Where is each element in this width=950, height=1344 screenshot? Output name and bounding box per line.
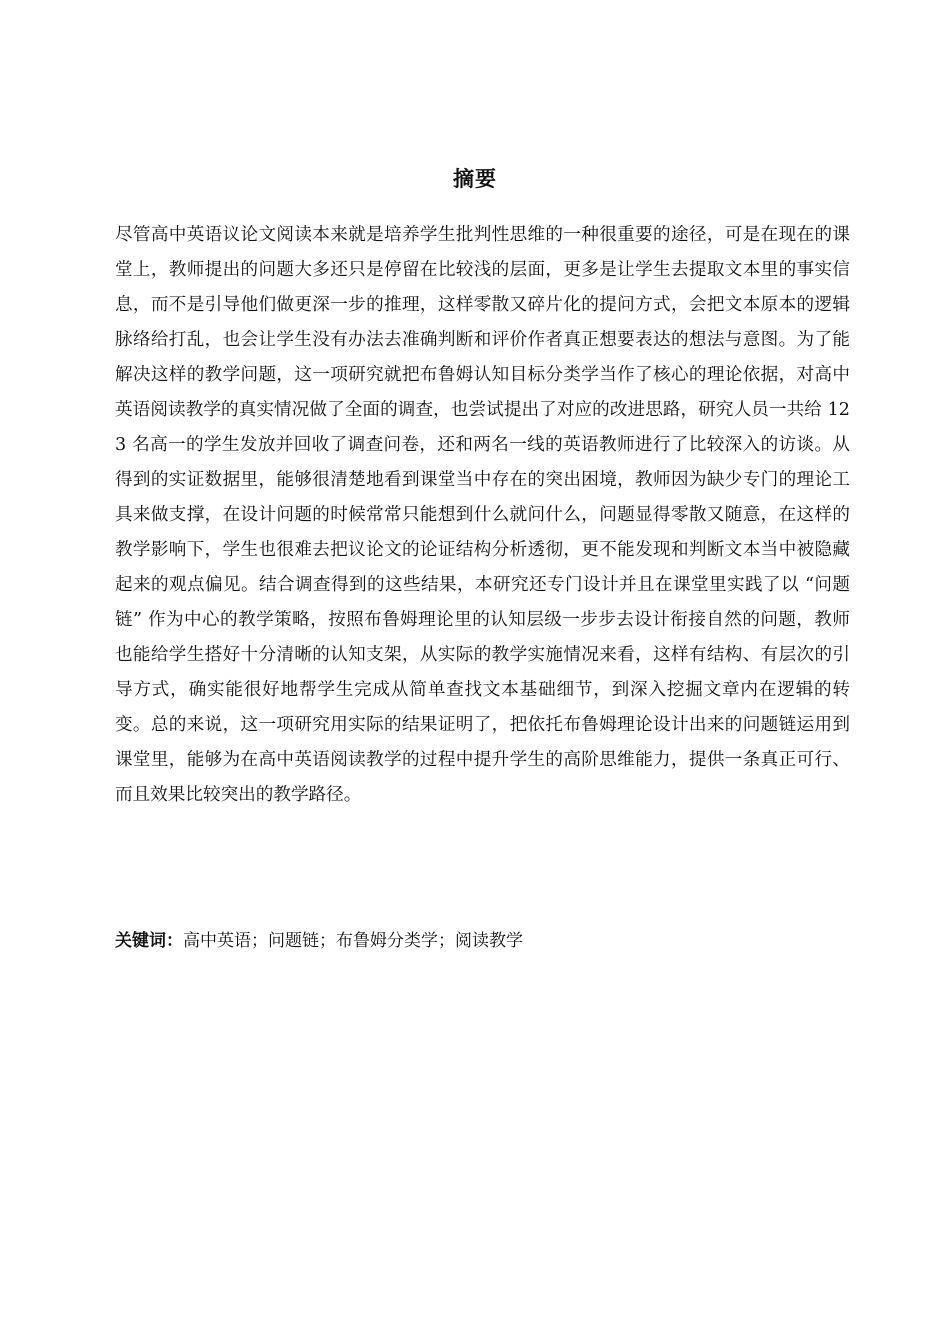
keywords-value: 高中英语；问题链；布鲁姆分类学；阅读教学	[183, 931, 523, 951]
keywords-label: 关键词：	[115, 931, 183, 951]
keywords-line	[115, 924, 850, 959]
abstract-body: 尽管高中英语议论文阅读本来就是培养学生批判性思维的一种很重要的途径，可是在现在的课堂上，教师提出的问题大多还只是停留在比较浅的层面，更多是让学生去提取文本里的事实信息，而不是引导他们做更深一步的推理，这样零散又碎片化的提问方式，会把文本原本的逻辑脉络给打乱，也会让学生没有办法去准确判断和评价作者真正想要表达的想法与意图。为了能解决这样的教学问题，这一项研究就把布鲁姆认知目标分类学当作了核心的理论依据，对高中英语阅读教学的真实情况做了全面的调查，也尝试提出了对应的改进思路，研究人员一共给 123 名高一的学生发放并回收了调查问卷，还和两名一线的英语教师进行了比较深入的访谈。从得到的实证数据里，能够很清楚地看到课堂当中存在的突出困境，教师因为缺少专门的理论工具来做支撑，在设计问题的时候常常只能想到什么就问什么，问题显得零散又随意，在这样的教学影响下，学生也很难去把议论文的论证结构分析透彻，更不能发现和判断文本当中被隐藏起来的观点偏见。结合调查得到的这些结果，本研究还专门设计并且在课堂里实践了以 “问题链” 作为中心的教学策略，按照布鲁姆理论里的认知层级一步步去设计衔接自然的问题，教师也能给学生搭好十分清晰的认知支架，从实际的教学实施情况来看，这样有结构、有层次的引导方式，确实能很好地帮学生完成从简单查找文本基础细节，到深入挖掘文章内在逻辑的转变。总的来说，这一项研究用实际的结果证明了，把依托布鲁姆理论设计出来的问题链运用到课堂里，能够为在高中英语阅读教学的过程中提升学生的高阶思维能力，提供一条真正可行、而且效果比较突出的教学路径。	[115, 225, 850, 805]
abstract-title: 摘要	[453, 167, 497, 191]
